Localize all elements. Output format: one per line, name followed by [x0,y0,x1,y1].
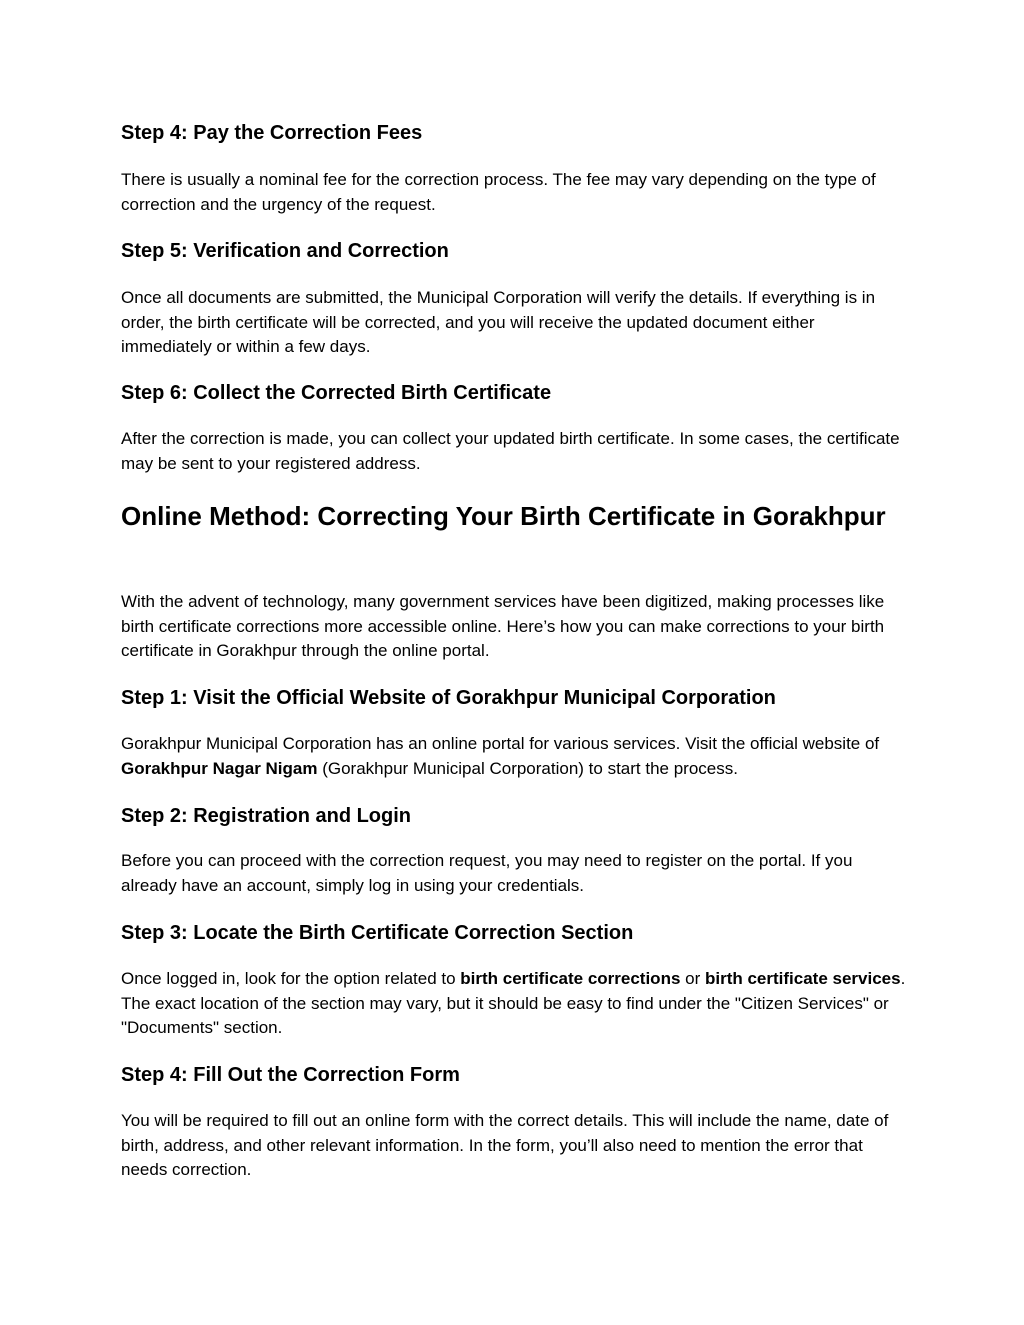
heading-step6-collect: Step 6: Collect the Corrected Birth Certificate [121,382,552,404]
paragraph-online-step1-text-end: (Gorakhpur Municipal Corporation) to start the process. [317,758,738,778]
heading-online-step3: Step 3: Locate the Birth Certificate Correction Section [121,922,634,944]
heading-online-step1: Step 1: Visit the Official Website of Gorakhpur Municipal Corporation [121,687,776,709]
paragraph-step6-collect: After the correction is made, you can collect your updated birth certificate. In some cases, the certificate may be sent to your registered address. [121,429,900,473]
birth-certificate-services-bold: birth certificate services [704,969,901,988]
paragraph-online-step1 [121,732,906,781]
paragraph-online-step3-text-mid: or [680,969,705,988]
paragraph-online-step3-text-end: . The exact location of the section may vary, but it should be easy to find under the "Citizen Services" or "Documents" section. [121,969,906,1037]
paragraph-online-method: With the advent of technology, many government services have been digitized, making processes like birth certificate corrections more accessible online. Here’s how you can make corrections to your birth certificate in Gorakhpur through the online portal. [121,592,885,660]
paragraph-step4-pay-fees: There is usually a nominal fee for the correction process. The fee may vary depending on the type of correction and the urgency of the request. [121,170,876,214]
heading-step4-pay-fees: Step 4: Pay the Correction Fees [121,122,423,144]
heading-step5-verification: Step 5: Verification and Correction [121,240,449,262]
paragraph-online-step2: Before you can proceed with the correction request, you may need to register on the portal. If you already have an account, simply log in using your credentials. [121,851,853,895]
paragraph-step5-verification: Once all documents are submitted, the Municipal Corporation will verify the details. If everything is in order, the birth certificate will be corrected, and you will receive the updated document either immediately or within a few days. [121,288,876,356]
paragraph-online-step4: You will be required to fill out an online form with the correct details. This will include the name, date of birth, address, and other relevant information. In the form, you’ll also need to mention the error that needs correction. [121,1111,889,1179]
paragraph-online-step3 [121,967,906,1041]
heading-online-step4: Step 4: Fill Out the Correction Form [121,1064,460,1086]
paragraph-online-step1-text-start: Gorakhpur Municipal Corporation has an online portal for various services. Visit the official website of [121,734,880,753]
heading-online-method: Online Method: Correcting Your Birth Certificate in Gorakhpur [121,501,886,531]
gorakhpur-nagar-nigam-bold: Gorakhpur Nagar Nigam [121,758,318,778]
paragraph-online-step3-text-start: Once logged in, look for the option related to [121,969,461,988]
heading-online-step2: Step 2: Registration and Login [121,805,412,827]
birth-certificate-corrections-bold: birth certificate corrections [460,969,681,988]
